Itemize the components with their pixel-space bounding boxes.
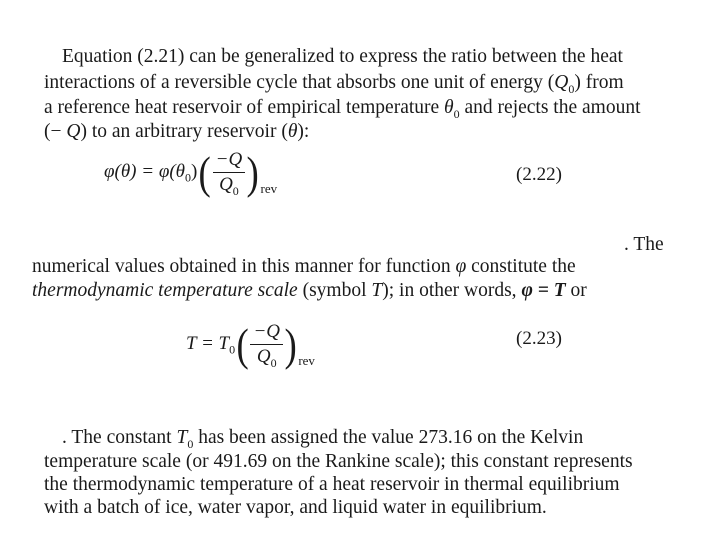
paragraph3-line3 <box>44 474 620 496</box>
var-theta: θ <box>444 97 454 118</box>
rev-subscript: rev <box>298 352 315 368</box>
paragraph1-line4 <box>44 121 309 143</box>
den-sub: 0 <box>232 184 239 198</box>
left-paren: ( <box>236 319 249 370</box>
paragraph1-line1 <box>62 46 623 68</box>
text: . The constant <box>62 427 177 448</box>
text: . The <box>624 234 664 255</box>
var-q: Q <box>554 72 569 93</box>
text: or <box>565 280 587 301</box>
den-var: Q <box>256 346 271 367</box>
equation-2-23 <box>186 318 315 371</box>
text: temperature scale (or 491.69 on the Rankine scale); this constant represents <box>44 451 633 472</box>
denominator <box>213 173 246 196</box>
text: (− <box>44 121 67 142</box>
numerator: −Q <box>250 321 283 345</box>
paragraph1-line2 <box>44 72 624 100</box>
eq-lhs-sub: 0 <box>229 342 236 357</box>
equation-2-22 <box>104 146 277 199</box>
paragraph2-line1 <box>624 234 664 256</box>
text: Equation (2.21) can be generalized to express the ratio between the heat <box>62 46 623 67</box>
var-phi: φ <box>455 256 467 277</box>
equation-number-2-22: (2.22) <box>516 164 562 185</box>
eq-lhs-close: ) <box>191 160 198 182</box>
var-q: Q <box>66 121 81 142</box>
eq-lhs-sub: 0 <box>185 170 191 185</box>
den-var: Q <box>219 174 233 195</box>
text: a reference heat reservoir of empirical temperature <box>44 97 445 118</box>
text: has been assigned the value 273.16 on the Kelvin <box>193 427 584 448</box>
fraction <box>250 321 283 368</box>
text: ) from <box>574 72 624 93</box>
term-italic: thermodynamic temperature scale <box>32 280 298 301</box>
var-t: T <box>176 427 188 448</box>
var-theta: θ <box>287 121 298 142</box>
paragraph3-line4 <box>44 497 547 519</box>
right-paren: ) <box>246 147 259 198</box>
text: with a batch of ice, water vapor, and liquid water in equilibrium. <box>44 497 547 518</box>
sub: 0 <box>453 106 460 121</box>
den-sub: 0 <box>270 356 277 370</box>
text: and rejects the amount <box>459 97 641 118</box>
equation-number-2-23: (2.23) <box>516 328 562 349</box>
fraction <box>213 149 246 196</box>
eq-lhs: T = T <box>186 332 230 354</box>
text: interactions of a reversible cycle that absorbs one unit of energy ( <box>44 72 555 93</box>
left-paren: ( <box>198 147 212 198</box>
eq-lhs: φ(θ) = φ(θ <box>104 160 185 182</box>
text: ): <box>297 121 310 142</box>
text: ); in other words, <box>382 280 522 301</box>
sub: 0 <box>568 81 575 96</box>
paragraph3-line2 <box>44 451 633 473</box>
paragraph2-line3 <box>32 280 587 302</box>
text: numerical values obtained in this manner for function <box>32 256 456 277</box>
text: (symbol <box>297 280 372 301</box>
rev-subscript: rev <box>260 180 278 196</box>
denominator <box>250 345 283 368</box>
var-t: T <box>371 280 383 301</box>
text: the thermodynamic temperature of a heat reservoir in thermal equilibrium <box>44 474 620 495</box>
text: ) to an arbitrary reservoir ( <box>80 121 288 142</box>
numerator: −Q <box>213 149 246 173</box>
sub: 0 <box>187 436 194 451</box>
text: constitute the <box>466 256 576 277</box>
phi-equals-t: φ = T <box>521 280 566 301</box>
right-paren: ) <box>284 319 297 370</box>
paragraph2-line2 <box>32 256 576 278</box>
